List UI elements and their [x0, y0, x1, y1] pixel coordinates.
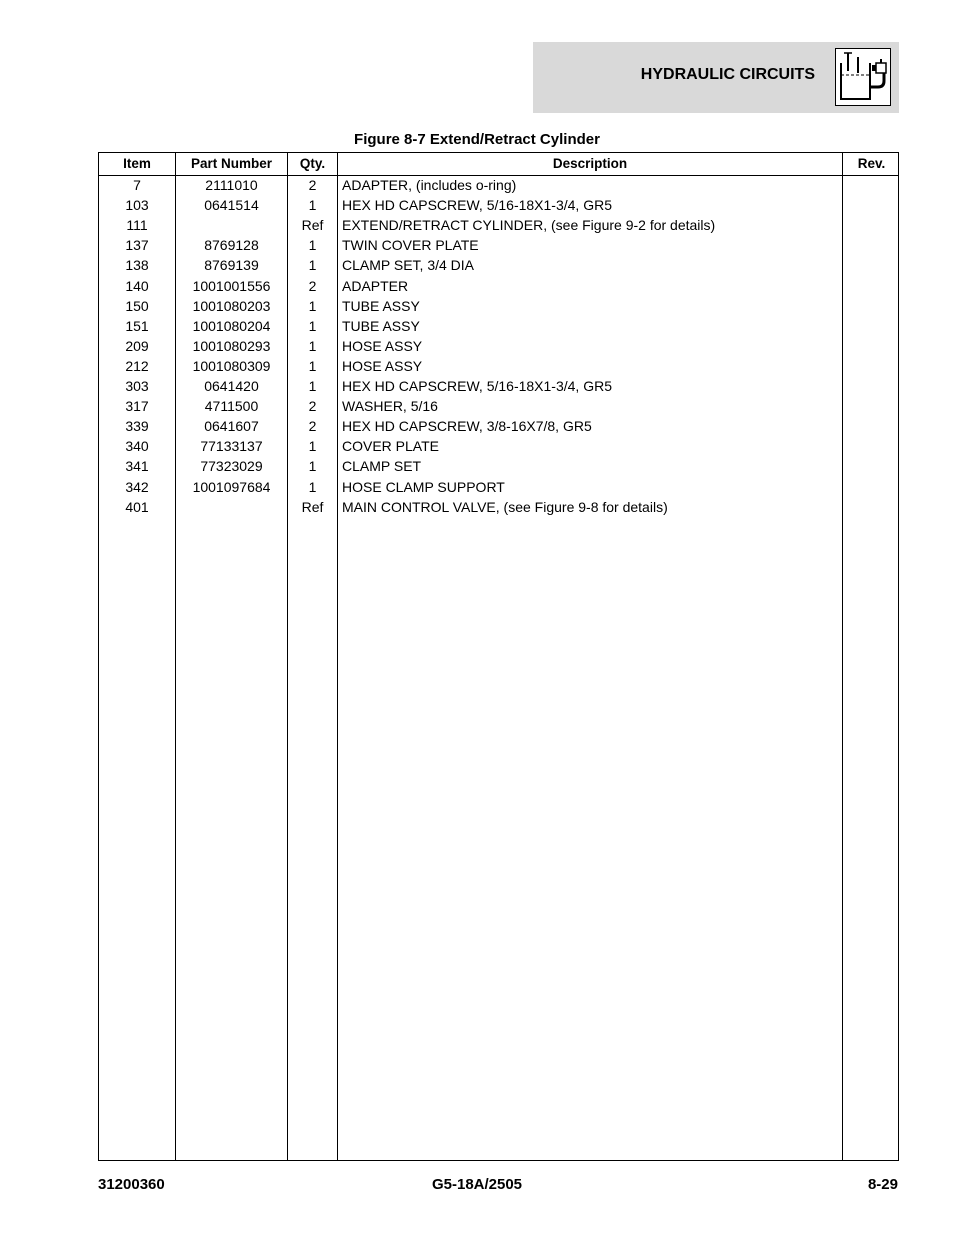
qty-cell: 2 [308, 398, 317, 415]
description-cell: TUBE ASSY [342, 297, 420, 314]
table-row [99, 255, 898, 275]
part-number-cell: 2111010 [205, 177, 258, 193]
table-row [99, 376, 898, 396]
column-header-description: Description [552, 156, 628, 171]
part-number-cell: 8769139 [204, 257, 259, 274]
part-number-cell: 0641607 [204, 418, 259, 435]
description-cell: HEX HD CAPSCREW, 5/16-18X1-3/4, GR5 [342, 378, 612, 394]
column-header-item: Item [123, 156, 151, 171]
section-header [533, 42, 899, 113]
qty-cell: 1 [308, 357, 317, 374]
part-number-cell: 4711500 [204, 398, 259, 415]
description-cell: CLAMP SET, 3/4 DIA [342, 257, 475, 274]
description-cell: HEX HD CAPSCREW, 5/16-18X1-3/4, GR5 [342, 197, 612, 214]
description-cell: COVER PLATE [342, 438, 439, 455]
qty-cell: 2 [308, 177, 317, 193]
table-row [99, 436, 898, 456]
description-cell: ADAPTER [342, 277, 409, 294]
item-cell: 151 [125, 317, 149, 334]
description-cell: ADAPTER, (includes o-ring) [342, 177, 517, 193]
item-cell: 401 [125, 498, 149, 515]
description-cell: TUBE ASSY [342, 317, 420, 334]
item-cell: 111 [126, 217, 148, 234]
description-cell: HEX HD CAPSCREW, 3/8-16X7/8, GR5 [342, 418, 592, 435]
part-number-cell: 77323029 [200, 458, 263, 475]
qty-cell: 1 [308, 237, 317, 254]
table-row [99, 396, 898, 416]
description-cell: CLAMP SET [342, 458, 422, 475]
description-cell: TWIN COVER PLATE [342, 237, 479, 254]
column-header-rev: Rev. [857, 156, 886, 171]
table-row [99, 195, 898, 215]
item-cell: 150 [125, 297, 149, 314]
table-row [99, 175, 898, 195]
qty-cell: 1 [308, 257, 317, 274]
part-number-cell: 1001080204 [192, 317, 271, 334]
table-row [99, 477, 898, 497]
table-row [99, 215, 898, 235]
item-cell: 341 [125, 458, 149, 475]
table-row [99, 296, 898, 316]
item-cell: 103 [125, 197, 149, 214]
figure-title: Figure 8-7 Extend/Retract Cylinder [354, 131, 600, 148]
description-cell: EXTEND/RETRACT CYLINDER, (see Figure 9-2 for details) [342, 217, 716, 234]
qty-cell: 1 [308, 458, 317, 475]
table-row [99, 316, 898, 336]
column-header-qty: Qty. [299, 156, 326, 171]
qty-cell: Ref [301, 498, 324, 515]
description-cell: HOSE ASSY [342, 337, 423, 354]
table-row [99, 416, 898, 436]
parts-table [98, 152, 899, 1161]
part-number-cell: 1001097684 [192, 478, 271, 495]
table-row [99, 235, 898, 255]
section-title: HYDRAULIC CIRCUITS [640, 66, 815, 83]
qty-cell: 1 [308, 197, 317, 214]
item-cell: 340 [125, 438, 149, 455]
part-number-cell: 0641420 [204, 378, 259, 394]
item-cell: 137 [125, 237, 149, 254]
qty-cell: 1 [308, 337, 317, 354]
item-cell: 212 [125, 357, 149, 374]
hydraulic-reservoir-icon [835, 48, 891, 106]
footer-model: G5-18A/2505 [431, 1176, 523, 1193]
table-row [99, 336, 898, 356]
part-number-cell: 8769128 [204, 237, 259, 254]
part-number-cell: 1001001556 [192, 277, 271, 294]
qty-cell: 1 [308, 438, 317, 455]
table-row [99, 356, 898, 376]
item-cell: 140 [125, 277, 149, 294]
item-cell: 303 [125, 378, 149, 394]
item-cell: 342 [125, 478, 149, 495]
qty-cell: Ref [301, 217, 324, 234]
table-row [99, 456, 898, 476]
part-number-cell: 1001080309 [192, 357, 271, 374]
description-cell: HOSE CLAMP SUPPORT [342, 478, 505, 495]
qty-cell: 1 [308, 478, 317, 495]
qty-cell: 2 [308, 418, 317, 435]
footer-page-number: 8-29 [867, 1176, 898, 1193]
description-cell: WASHER, 5/16 [342, 398, 438, 415]
part-number-cell: 1001080203 [192, 297, 271, 314]
table-row [99, 497, 898, 517]
qty-cell: 1 [308, 297, 317, 314]
description-cell: MAIN CONTROL VALVE, (see Figure 9-8 for details) [342, 498, 668, 515]
item-cell: 339 [125, 418, 149, 435]
footer-document-number: 31200360 [98, 1176, 165, 1193]
qty-cell: 1 [308, 378, 317, 394]
table-row [99, 276, 898, 296]
column-header-part-number: Part Number [190, 156, 273, 171]
qty-cell: 2 [308, 277, 317, 294]
qty-cell: 1 [308, 317, 317, 334]
description-cell: HOSE ASSY [342, 357, 423, 374]
item-cell: 209 [125, 337, 149, 354]
item-cell: 317 [125, 398, 149, 415]
part-number-cell: 77133137 [200, 438, 263, 455]
item-cell: 7 [133, 177, 141, 193]
part-number-cell: 0641514 [204, 197, 259, 214]
item-cell: 138 [125, 257, 149, 274]
part-number-cell: 1001080293 [192, 337, 271, 354]
